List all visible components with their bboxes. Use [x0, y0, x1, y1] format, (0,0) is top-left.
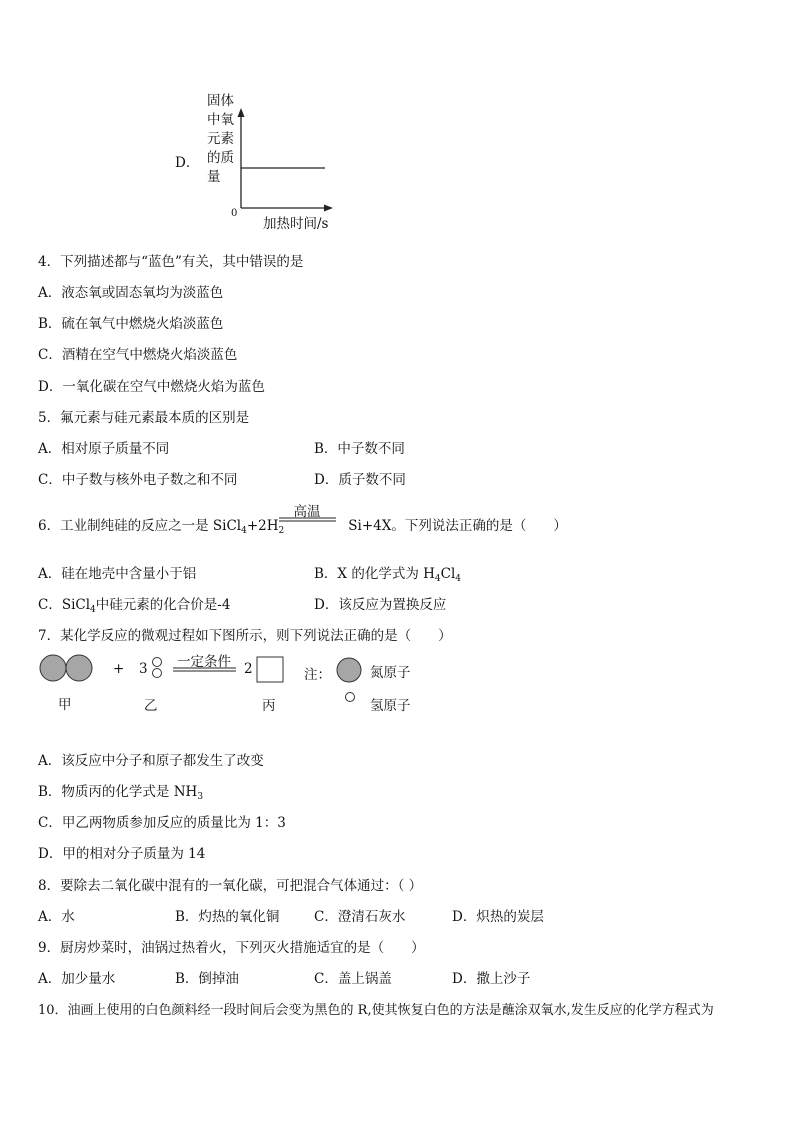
q7-stem: 7．某化学反应的微观过程如下图所示，则下列说法正确的是（ ） — [38, 628, 452, 644]
q8-option-b: B．灼热的氧化铜 — [175, 909, 280, 925]
q7-option-a: A．该反应中分子和原子都发生了改变 — [38, 753, 264, 769]
q7-plus-sign: + — [113, 661, 125, 677]
q10-stem: 10．油画上使用的白色颜料经一段时间后会变为黑色的 R,使其恢复白色的方法是蘸涂双氧水,发生反应的化学方程式为 — [38, 1003, 714, 1018]
q7-molecule-yi — [150, 654, 164, 684]
y-axis-arrow-icon — [238, 108, 245, 117]
q6-option-a: A．硅在地壳中含量小于铝 — [38, 566, 197, 582]
q7-molecule-bing-box — [256, 656, 286, 684]
q7-coefficient-bing: 2 — [244, 661, 253, 677]
q3-graph — [225, 106, 345, 216]
q7-label-jia: 甲 — [58, 697, 72, 713]
q5-stem: 5．氟元素与硅元素最本质的区别是 — [38, 410, 250, 426]
q8-option-a: A．水 — [38, 909, 75, 925]
q9-option-c: C．盖上锅盖 — [314, 971, 392, 987]
graph-origin: 0 — [231, 208, 238, 219]
q6-stem: 6．工业制纯硅的反应之一是 $SiCl_4+2H_2$ Si+4X。下列说法正确的是（ ） — [38, 518, 567, 536]
q5-option-c: C．中子数与核外电子数之和不同 — [38, 472, 238, 488]
q6-reaction-equals-sign — [278, 516, 338, 524]
q4-option-b: B．硫在氧气中燃烧火焰淡蓝色 — [38, 316, 224, 332]
q5-option-a: A．相对原子质量不同 — [38, 441, 170, 457]
q4-option-c: C．酒精在空气中燃烧火焰淡蓝色 — [38, 347, 238, 363]
q9-option-b: B．倒掉油 — [175, 971, 239, 987]
q8-option-d: D．炽热的炭层 — [452, 909, 544, 925]
q7-legend-hydrogen-text: 氢原子 — [370, 698, 411, 714]
q7-option-b: B．物质丙的化学式是 $NH_3$ — [38, 784, 204, 802]
q6-option-c: C．SiCl$_4$中硅元素的化合价是-4 — [38, 597, 231, 615]
q6-option-b: B．X 的化学式为 $H_4Cl_4$ — [314, 566, 462, 584]
q7-legend-hydrogen-icon — [343, 690, 357, 704]
q7-legend-nitrogen-text: 氮原子 — [370, 665, 411, 681]
q7-molecule-jia — [38, 652, 98, 684]
q8-stem: 8．要除去二氧化碳中混有的一氧化碳，可把混合气体通过：（ ） — [38, 878, 423, 894]
q7-label-yi: 乙 — [144, 698, 158, 714]
q4-stem: 4．下列描述都与“蓝色”有关，其中错误的是 — [38, 254, 304, 270]
nitrogen-atom-icon — [66, 655, 92, 681]
q4-option-d: D．一氧化碳在空气中燃烧火焰为蓝色 — [38, 379, 265, 395]
q5-option-d: D．质子数不同 — [314, 472, 406, 488]
hydrogen-atom-icon — [153, 669, 162, 678]
q9-option-a: A．加少量水 — [38, 971, 116, 987]
q7-note-label: 注： — [304, 667, 331, 683]
q7-option-d: D．甲的相对分子质量为 14 — [38, 846, 206, 862]
q9-stem: 9．厨房炒菜时，油锅过热着火，下列灭火措施适宜的是（ ） — [38, 940, 425, 956]
q7-coefficient-yi: 3 — [139, 661, 148, 677]
q7-label-bing: 丙 — [262, 698, 276, 714]
q7-condition-label: 一定条件 — [177, 654, 231, 670]
nitrogen-atom-icon — [40, 655, 66, 681]
q7-reaction-equals-sign — [172, 666, 238, 674]
q3-option-d-label: D． — [175, 155, 200, 171]
q9-option-d: D．撒上沙子 — [452, 971, 531, 987]
q6-option-d: D．该反应为置换反应 — [314, 597, 447, 613]
graph-x-axis-label: 加热时间/s — [263, 216, 329, 232]
q4-option-a: A．液态氧或固态氧均为淡蓝色 — [38, 285, 224, 301]
graph-y-axis-label: 固体 中氧 元素 的质 量 — [207, 93, 234, 185]
q7-legend-nitrogen-icon — [335, 657, 365, 685]
q7-option-c: C．甲乙两物质参加反应的质量比为 1：3 — [38, 815, 286, 831]
hydrogen-atom-icon — [153, 658, 162, 667]
q6-condition-label: 高温 — [293, 504, 321, 520]
q5-option-b: B．中子数不同 — [314, 441, 405, 457]
q8-option-c: C．澄清石灰水 — [314, 909, 406, 925]
x-axis-arrow-icon — [324, 205, 333, 212]
